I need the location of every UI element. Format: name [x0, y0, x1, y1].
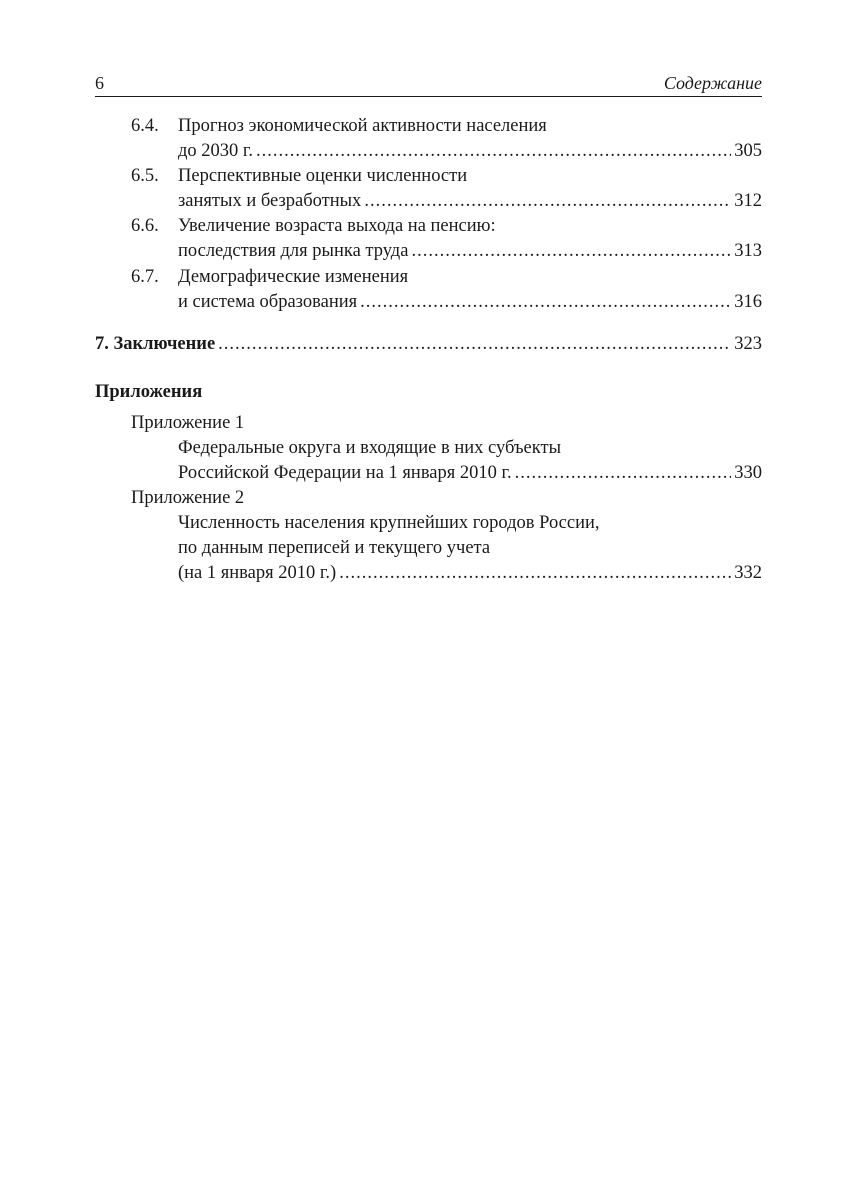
dot-leader — [515, 461, 732, 486]
toc-entry-title-line2: до 2030 г. — [178, 141, 254, 161]
appendix-2-leader — [178, 561, 762, 586]
page-number: 6 — [95, 73, 104, 93]
toc-page-number: 316 — [734, 292, 762, 312]
toc-entry-6-6-leader — [178, 239, 762, 264]
toc-entry-number: 6.7. — [131, 267, 159, 287]
toc-entry-title-line1: Демографические изменения — [178, 267, 409, 287]
toc-entry-conclusion — [95, 332, 762, 357]
toc-entry-6-4-leader — [178, 139, 762, 164]
toc-page-number: 312 — [734, 191, 762, 211]
toc-entry-6-4 — [0, 114, 857, 139]
toc-page-number: 313 — [734, 241, 762, 261]
running-header — [95, 72, 762, 97]
appendix-1-leader — [178, 461, 762, 486]
toc-page-number: 330 — [734, 463, 762, 483]
dot-leader — [360, 290, 731, 315]
toc-page-number: 305 — [734, 141, 762, 161]
appendix-2-title-line2: по данным переписей и текущего учета — [178, 538, 491, 558]
dot-leader — [218, 332, 731, 357]
appendix-2-label: Приложение 2 — [131, 488, 245, 508]
toc-entry-6-6 — [0, 214, 857, 239]
toc-entry-title-line1: Перспективные оценки численности — [178, 166, 468, 186]
toc-entry-title-line1: Прогноз экономической активности населения — [178, 116, 547, 136]
toc-page-number: 323 — [734, 334, 762, 354]
dot-leader — [339, 561, 731, 586]
toc-entry-number: 6.5. — [131, 166, 159, 186]
toc-entry-6-7 — [0, 265, 857, 290]
toc-page-number: 332 — [734, 563, 762, 583]
appendix-1-title-line2: Российской Федерации на 1 января 2010 г. — [178, 463, 512, 483]
appendix-2-title-line3: (на 1 января 2010 г.) — [178, 563, 337, 583]
toc-entry-title-line2: занятых и безработных — [178, 191, 362, 211]
toc-entry-number: 6.6. — [131, 216, 159, 236]
appendices-heading: Приложения — [95, 382, 203, 402]
dot-leader — [411, 239, 731, 264]
toc-entry-title-line1: Увеличение возраста выхода на пенсию: — [178, 216, 496, 236]
toc-entry-6-5-leader — [178, 189, 762, 214]
toc-entry-title-line2: и система образования — [178, 292, 358, 312]
dot-leader — [364, 189, 731, 214]
appendix-1-label: Приложение 1 — [131, 413, 245, 433]
appendix-1-title-line1: Федеральные округа и входящие в них субъекты — [178, 438, 562, 458]
appendix-2-title-line1: Численность населения крупнейших городов России, — [178, 513, 600, 533]
toc-entry-6-7-leader — [178, 290, 762, 315]
toc-entry-number: 6.4. — [131, 116, 159, 136]
running-title: Содержание — [663, 73, 762, 93]
toc-entry-6-5 — [0, 164, 857, 189]
dot-leader — [256, 139, 731, 164]
toc-entry-title-line2: последствия для рынка труда — [178, 241, 409, 261]
toc-chapter-title: 7. Заключение — [95, 334, 216, 354]
